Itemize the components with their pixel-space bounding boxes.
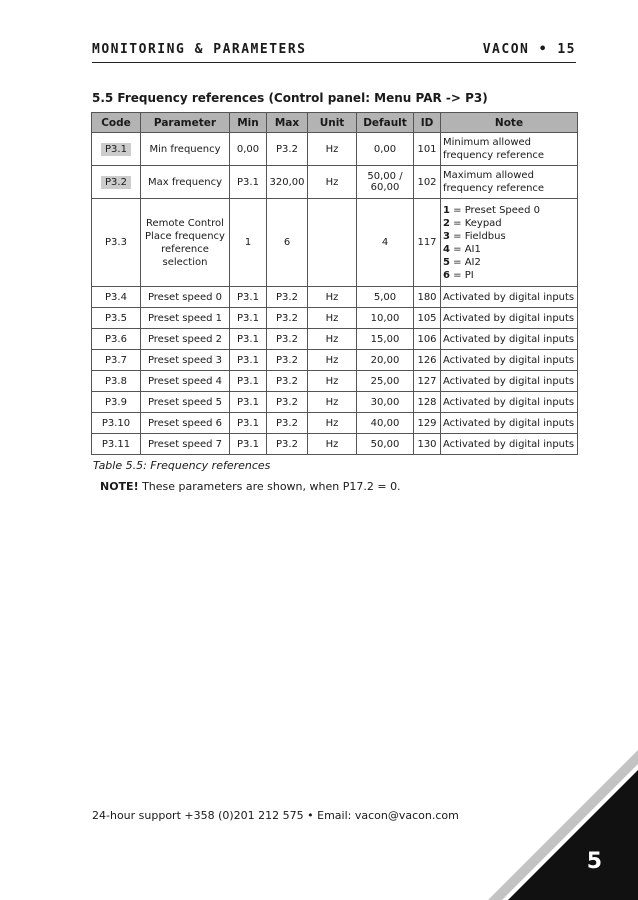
cell-param: Remote Control Place frequency reference selection xyxy=(141,199,230,287)
col-id: ID xyxy=(414,113,441,133)
cell-unit: Hz xyxy=(308,371,357,392)
cell-min: P3.1 xyxy=(230,350,267,371)
table-row xyxy=(92,392,578,413)
cell-param: Preset speed 6 xyxy=(141,413,230,434)
cell-max: P3.2 xyxy=(267,392,308,413)
col-note: Note xyxy=(441,113,578,133)
table-row xyxy=(92,199,578,287)
cell-default: 30,00 xyxy=(357,392,414,413)
note-item: 1 = Preset Speed 0 xyxy=(443,204,540,216)
cell-note: Activated by digital inputs xyxy=(441,350,578,371)
cell-max: P3.2 xyxy=(267,133,308,166)
table-row xyxy=(92,434,578,455)
cell-unit: Hz xyxy=(308,350,357,371)
table-caption: Table 5.5: Frequency references xyxy=(93,459,271,472)
page-number: 15 xyxy=(557,42,576,57)
cell-unit: Hz xyxy=(308,392,357,413)
cell-note: Maximum allowed frequency reference xyxy=(441,166,578,199)
cell-note: Activated by digital inputs xyxy=(441,392,578,413)
cell-max: P3.2 xyxy=(267,434,308,455)
table-row xyxy=(92,350,578,371)
cell-code: P3.11 xyxy=(92,434,141,455)
cell-code: P3.5 xyxy=(92,308,141,329)
cell-min: P3.1 xyxy=(230,308,267,329)
cell-note: Activated by digital inputs xyxy=(441,434,578,455)
cell-note: Activated by digital inputs xyxy=(441,287,578,308)
cell-id: 130 xyxy=(414,434,441,455)
cell-id: 180 xyxy=(414,287,441,308)
parameters-table xyxy=(91,112,578,455)
corner-shape xyxy=(508,770,638,900)
cell-param: Preset speed 3 xyxy=(141,350,230,371)
cell-min: 1 xyxy=(230,199,267,287)
note-item: 2 = Keypad xyxy=(443,217,502,229)
cell-min: P3.1 xyxy=(230,329,267,350)
cell-max: P3.2 xyxy=(267,371,308,392)
note-item: 4 = AI1 xyxy=(443,243,481,255)
cell-param: Preset speed 7 xyxy=(141,434,230,455)
cell-param: Preset speed 5 xyxy=(141,392,230,413)
cell-param: Preset speed 0 xyxy=(141,287,230,308)
cell-note: Activated by digital inputs xyxy=(441,413,578,434)
cell-max: P3.2 xyxy=(267,287,308,308)
cell-max: 6 xyxy=(267,199,308,287)
table-row xyxy=(92,413,578,434)
cell-id: 101 xyxy=(414,133,441,166)
cell-param: Preset speed 4 xyxy=(141,371,230,392)
col-unit: Unit xyxy=(308,113,357,133)
cell-min: 0,00 xyxy=(230,133,267,166)
cell-default: 50,00 xyxy=(357,434,414,455)
footer-support: 24-hour support +358 (0)201 212 575 • Email: vacon@vacon.com xyxy=(92,809,459,822)
cell-note: Activated by digital inputs xyxy=(441,308,578,329)
cell-default: 50,00 / 60,00 xyxy=(357,166,414,199)
bullet: • xyxy=(538,42,549,57)
note-line xyxy=(100,480,401,493)
cell-default: 25,00 xyxy=(357,371,414,392)
cell-code: P3.8 xyxy=(92,371,141,392)
cell-unit: Hz xyxy=(308,413,357,434)
note-item: 3 = Fieldbus xyxy=(443,230,506,242)
cell-unit: Hz xyxy=(308,166,357,199)
cell-code: P3.7 xyxy=(92,350,141,371)
cell-default: 5,00 xyxy=(357,287,414,308)
table-row xyxy=(92,308,578,329)
cell-default: 20,00 xyxy=(357,350,414,371)
table-header-row xyxy=(92,113,578,133)
cell-unit: Hz xyxy=(308,287,357,308)
cell-min: P3.1 xyxy=(230,392,267,413)
cell-note-list xyxy=(441,199,578,287)
col-code: Code xyxy=(92,113,141,133)
cell-note: Minimum allowed frequency reference xyxy=(441,133,578,166)
cell-default: 10,00 xyxy=(357,308,414,329)
cell-min: P3.1 xyxy=(230,434,267,455)
page-header xyxy=(92,42,576,63)
table-row xyxy=(92,287,578,308)
brand-page xyxy=(483,42,576,57)
chapter-title: MONITORING & PARAMETERS xyxy=(92,42,307,57)
cell-code: P3.6 xyxy=(92,329,141,350)
cell-param: Preset speed 1 xyxy=(141,308,230,329)
cell-default: 40,00 xyxy=(357,413,414,434)
table-row xyxy=(92,133,578,166)
table-row xyxy=(92,329,578,350)
corner-decoration xyxy=(468,730,638,900)
note-item: 6 = PI xyxy=(443,269,474,281)
note-text: These parameters are shown, when P17.2 = 0. xyxy=(138,480,401,493)
cell-min: P3.1 xyxy=(230,287,267,308)
cell-code: P3.9 xyxy=(92,392,141,413)
brand-name: VACON xyxy=(482,42,530,57)
cell-min: P3.1 xyxy=(230,371,267,392)
cell-max: 320,00 xyxy=(267,166,308,199)
cell-unit xyxy=(308,199,357,287)
cell-default: 15,00 xyxy=(357,329,414,350)
cell-unit: Hz xyxy=(308,329,357,350)
note-label: NOTE! xyxy=(100,480,139,493)
cell-code: P3.10 xyxy=(92,413,141,434)
cell-code: P3.4 xyxy=(92,287,141,308)
cell-param: Min frequency xyxy=(141,133,230,166)
cell-param: Max frequency xyxy=(141,166,230,199)
col-min: Min xyxy=(230,113,267,133)
cell-param: Preset speed 2 xyxy=(141,329,230,350)
cell-max: P3.2 xyxy=(267,413,308,434)
cell-unit: Hz xyxy=(308,133,357,166)
col-max: Max xyxy=(267,113,308,133)
col-parameter: Parameter xyxy=(141,113,230,133)
cell-max: P3.2 xyxy=(267,350,308,371)
cell-min: P3.1 xyxy=(230,166,267,199)
cell-note: Activated by digital inputs xyxy=(441,371,578,392)
cell-id: 128 xyxy=(414,392,441,413)
cell-code: P3.3 xyxy=(92,199,141,287)
cell-unit: Hz xyxy=(308,434,357,455)
cell-max: P3.2 xyxy=(267,308,308,329)
cell-default: 4 xyxy=(357,199,414,287)
note-item: 5 = AI2 xyxy=(443,256,481,268)
table-row xyxy=(92,371,578,392)
cell-code: P3.1 xyxy=(92,133,141,166)
cell-default: 0,00 xyxy=(357,133,414,166)
cell-id: 106 xyxy=(414,329,441,350)
section-title: 5.5 Frequency references (Control panel: Menu PAR -> P3) xyxy=(92,91,488,105)
cell-id: 127 xyxy=(414,371,441,392)
cell-note: Activated by digital inputs xyxy=(441,329,578,350)
cell-id: 102 xyxy=(414,166,441,199)
cell-min: P3.1 xyxy=(230,413,267,434)
cell-code: P3.2 xyxy=(92,166,141,199)
cell-unit: Hz xyxy=(308,308,357,329)
cell-id: 129 xyxy=(414,413,441,434)
cell-id: 105 xyxy=(414,308,441,329)
cell-id: 117 xyxy=(414,199,441,287)
cell-max: P3.2 xyxy=(267,329,308,350)
col-default: Default xyxy=(357,113,414,133)
table-row xyxy=(92,166,578,199)
chapter-number: 5 xyxy=(586,849,602,874)
cell-id: 126 xyxy=(414,350,441,371)
